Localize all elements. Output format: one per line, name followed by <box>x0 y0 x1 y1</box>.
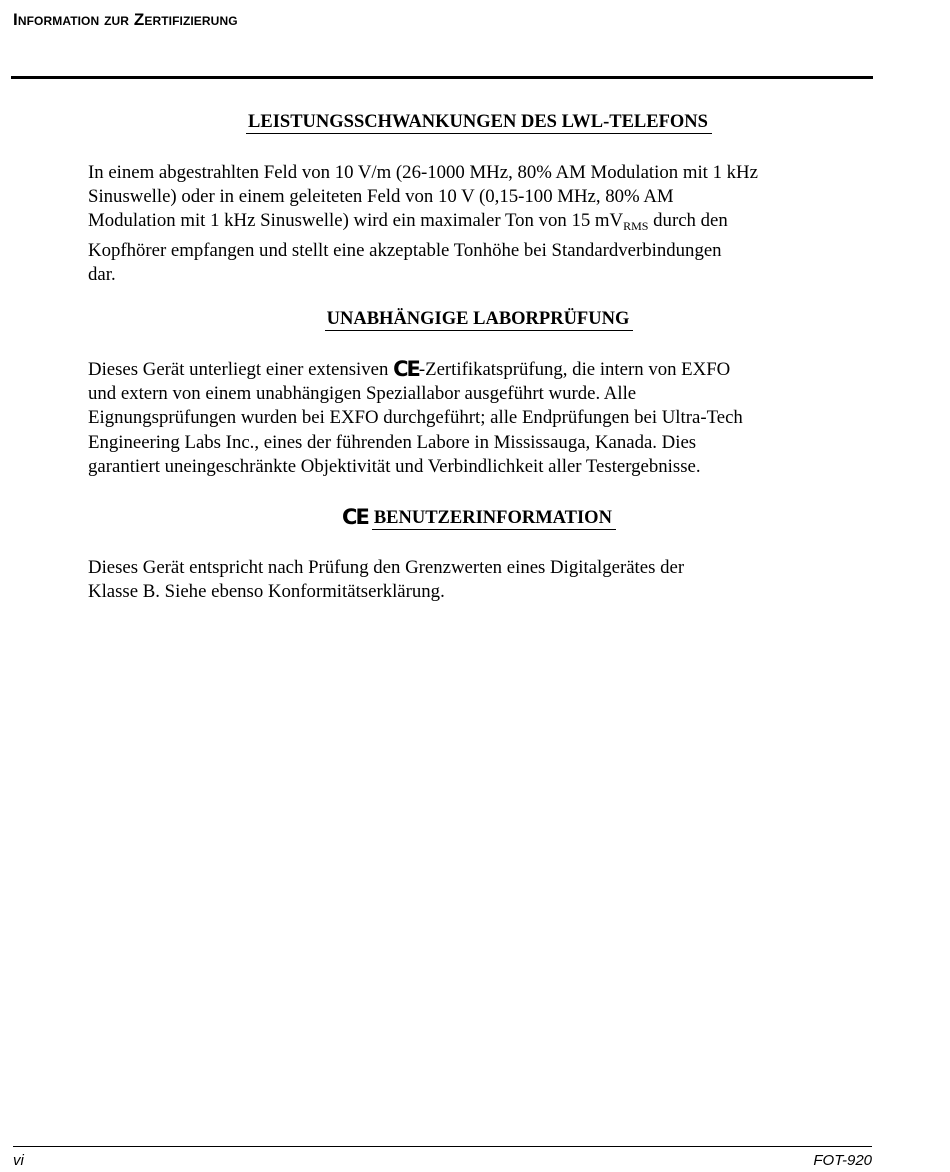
section-body-user-information <box>88 556 878 604</box>
header-rule <box>11 76 873 79</box>
body-line: dar. <box>88 263 116 285</box>
rms-subscript: RMS <box>623 219 649 234</box>
ce-mark-icon: CE <box>342 505 368 529</box>
section-heading-text: BENUTZERINFORMATION <box>372 508 616 530</box>
body-line: garantiert uneingeschränkte Objektivität und Verbindlichkeit aller Testergebnisse. <box>88 455 701 477</box>
section-heading-text: UNABHÄNGIGE LABORPRÜFUNG <box>325 309 634 331</box>
body-line: und extern von einem unabhängigen Speziallabor ausgeführt wurde. Alle <box>88 383 637 405</box>
body-line: Dieses Gerät entspricht nach Prüfung den Grenzwerten eines Digitalgerätes der <box>88 557 685 578</box>
body-text-segment: -Zertifikatsprüfung, die intern von EXFO <box>418 359 731 380</box>
body-line <box>88 357 878 382</box>
body-line: Klasse B. Siehe ebenso Konformitätserklärung. <box>88 581 445 603</box>
running-header: Information zur Zertifizierung <box>13 10 238 29</box>
section-heading-text: LEISTUNGSSCHWANKUNGEN DES LWL-TELEFONS <box>246 112 712 134</box>
section-heading-performance <box>88 112 870 133</box>
body-line <box>88 209 878 238</box>
body-text-segment: Dieses Gerät unterliegt einer extensiven <box>88 359 394 380</box>
section-body-performance <box>88 161 878 287</box>
page-number: vi <box>13 1152 24 1169</box>
body-line: Eignungsprüfungen wurden bei EXFO durchgeführt; alle Endprüfungen bei Ultra-Tech <box>88 407 743 429</box>
body-line: In einem abgestrahlten Feld von 10 V/m (26-1000 MHz, 80% AM Modulation mit 1 kHz <box>88 162 758 183</box>
body-text-segment: Modulation mit 1 kHz Sinuswelle) wird ein maximaler Ton von 15 mV <box>88 210 624 232</box>
section-heading-user-information <box>88 505 870 529</box>
section-body-lab-testing <box>88 357 878 479</box>
body-text-segment: durch den <box>648 210 728 232</box>
ce-mark-icon: CE <box>393 357 419 381</box>
body-line: Sinuswelle) oder in einem geleiteten Feld von 10 V (0,15-100 MHz, 80% AM <box>88 186 674 208</box>
body-line: Engineering Labs Inc., eines der führenden Labore in Mississauga, Kanada. Dies <box>88 431 697 453</box>
section-heading-lab-testing <box>88 309 870 330</box>
footer-rule <box>13 1146 872 1147</box>
product-model: FOT-920 <box>813 1152 872 1169</box>
body-line: Kopfhörer empfangen und stellt eine akzeptable Tonhöhe bei Standardverbindungen <box>88 239 722 261</box>
